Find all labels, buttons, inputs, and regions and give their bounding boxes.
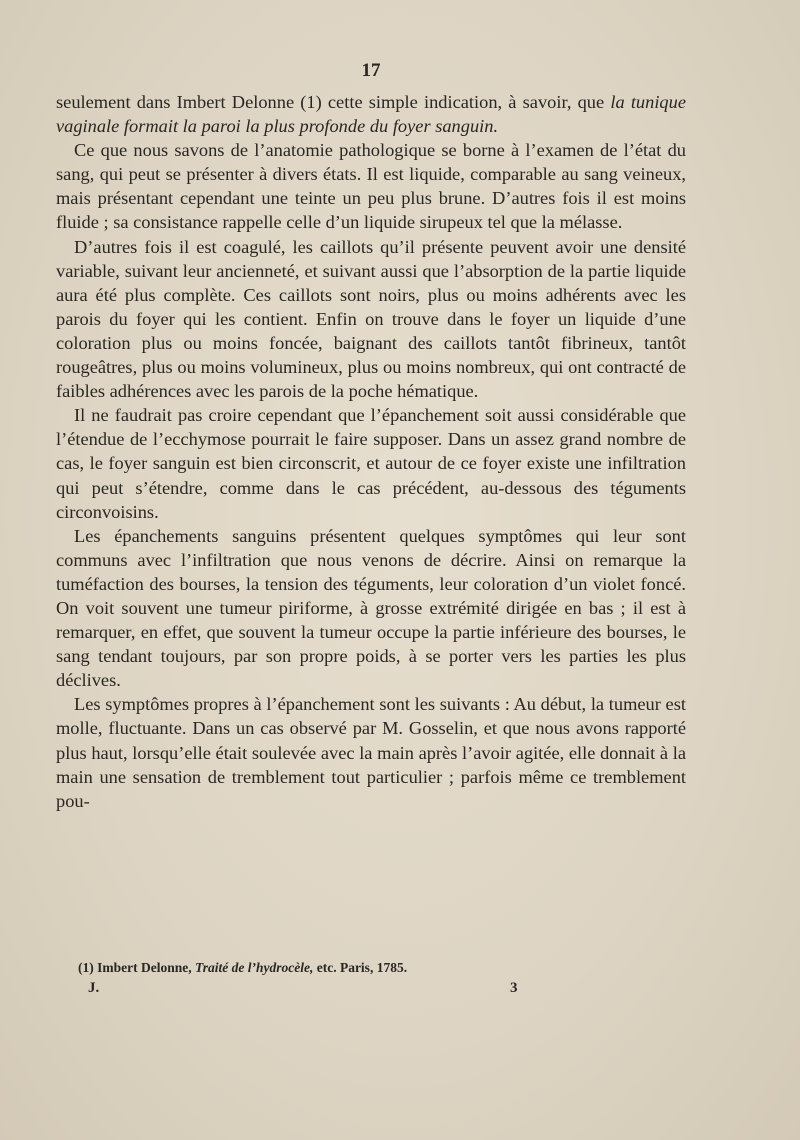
paragraph-text: Ce que nous savons de l’anatomie pathologique se borne à l’examen de l’état du sang, qui peut se présenter à divers états. Il est liquide, comparable au sang veineux, mais présentant cependant une teinte un peu plus brune. D’autres fois il est moins fluide ; sa consistance rappelle celle d’un liquide sirupeux tel que la mélasse. xyxy=(56,140,686,233)
signature-row xyxy=(78,977,678,999)
paragraph-text: Il ne faudrait pas croire cependant que l’épanchement soit aussi considérable que l’étendue de l’ecchymose pourrait le faire supposer. Dans un assez grand nombre de cas, le foyer sanguin est bien circonscrit, et autour de ce foyer existe une infiltration qui peut s’étendre, comme dans le cas précédent, au-dessous des téguments circonvoisins. xyxy=(56,405,686,522)
italic-text: la tunique vaginale formait la paroi la plus profonde du foyer sanguin. xyxy=(56,92,686,137)
gathering-number: 3 xyxy=(510,980,518,996)
footnote xyxy=(78,959,678,977)
paragraph xyxy=(56,90,686,138)
paragraph-text: D’autres fois il est coagulé, les caillots qu’il présente peuvent avoir une densité variable, suivant leur ancienneté, et suivant aussi que l’absorption de la partie liquide aura été plus complète. Ces caillots sont noirs, plus ou moins adhérents avec les parois du foyer qui les contient. Enfin on trouve dans le foyer un liquide d’une coloration plus ou moins foncée, baignant des caillots tantôt fibrineux, tantôt rougeâtres, plus ou moins volumineux, plus ou moins nombreux, qui ont contracté de faibles adhérences avec les parois de la poche hématique. xyxy=(56,236,686,402)
body-paragraphs xyxy=(56,90,686,813)
footnote-area xyxy=(78,959,678,999)
paragraph xyxy=(56,138,686,234)
paragraph-text: seulement dans Imbert Delonne (1) cette simple indication, à savoir, que xyxy=(56,92,611,112)
paragraph xyxy=(56,403,686,523)
paragraph-text: Les épanchements sanguins présentent quelques symptômes qui leur sont communs avec l’infiltration que nous venons de décrire. Ainsi on remarque la tuméfaction des bourses, la tension des téguments, leur coloration d’un violet foncé. On voit souvent une tumeur piriforme, à grosse extrémité dirigée en bas ; il est à remarquer, en effet, que souvent la tumeur occupe la partie inférieure des bourses, le sang tendant toujours, par son propre poids, à se porter vers les parties les plus déclives. xyxy=(56,525,686,691)
paragraph xyxy=(56,235,686,404)
paragraph xyxy=(56,524,686,693)
footnote-rest: etc. Paris, 1785. xyxy=(316,960,408,975)
paragraph-text: Les symptômes propres à l’épanchement sont les suivants : Au début, la tumeur est molle, fluctuante. Dans un cas observé par M. Gosselin, et que nous avons rapporté plus haut, lorsqu’elle était soulevée avec la main après l’avoir agitée, elle donnait à la main une sensation de tremblement tout particulier ; parfois même ce tremblement pou- xyxy=(56,694,686,811)
paragraph xyxy=(56,692,686,812)
footnote-marker: (1) xyxy=(78,960,94,975)
footnote-title: Traité de l’hydrocèle, xyxy=(195,960,314,975)
main-text-block xyxy=(56,58,686,813)
footnote-author: Imbert Delonne, xyxy=(97,960,192,975)
signature-mark: J. xyxy=(88,980,100,996)
page-number: 17 xyxy=(361,60,381,81)
